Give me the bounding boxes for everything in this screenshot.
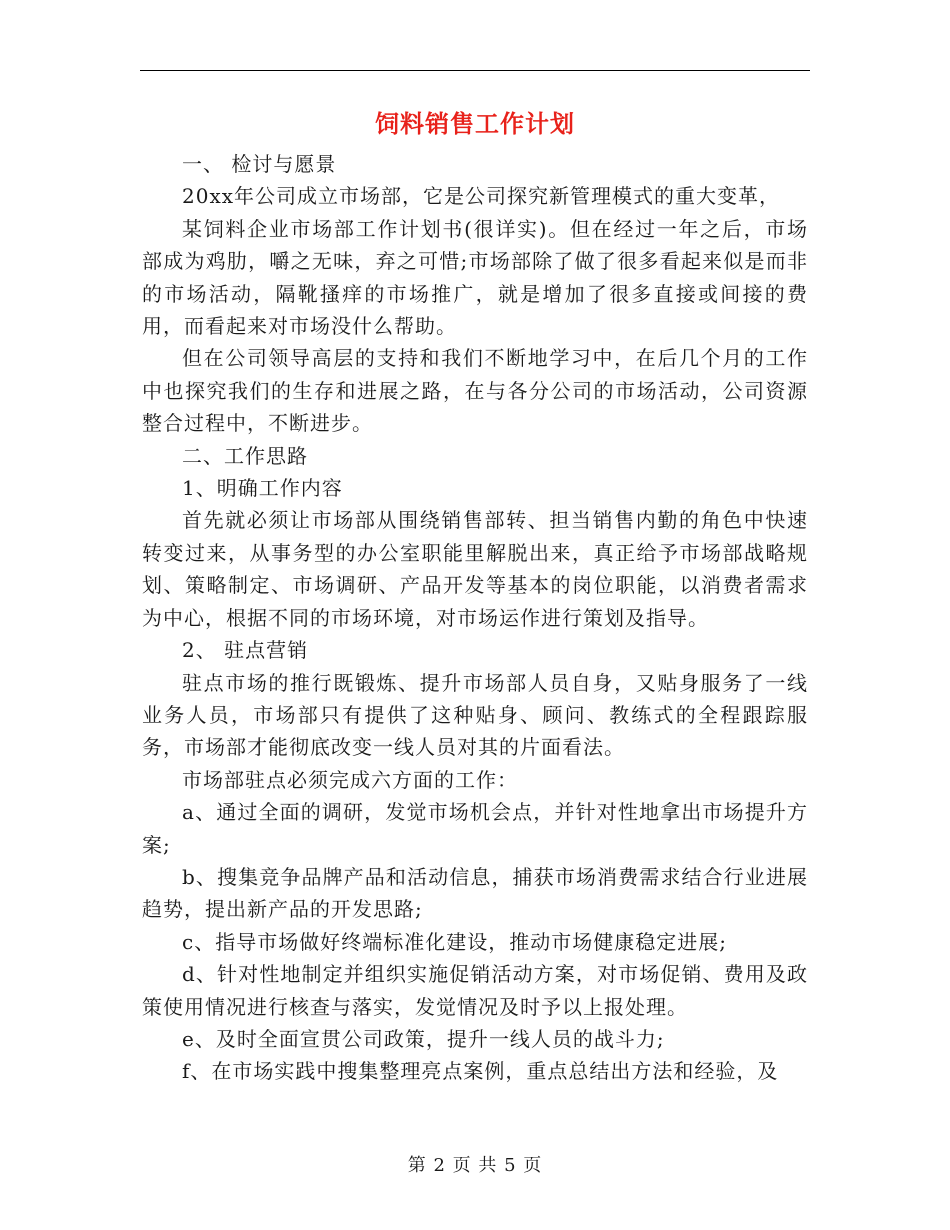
paragraph: 驻点市场的推行既锻炼、提升市场部人员自身，又贴身服务了一线业务人员，市场部只有提供了这种贴身、顾问、教练式的全程跟踪服务，市场部才能彻底改变一线人员对其的片面看法。 — [142, 670, 808, 760]
list-item-a: a、通过全面的调研，发觉市场机会点，并针对性地拿出市场提升方案; — [142, 800, 808, 857]
section-heading-work-ideas: 二、工作思路 — [182, 443, 308, 468]
paragraph: 某饲料企业市场部工作计划书(很详实)。但在经过一年之后，市场部成为鸡肋，嚼之无味，弃之可惜;市场部除了做了很多看起来似是而非的市场活动，隔靴搔痒的市场推广，就是增加了很多直接或间接的费用，而看起来对市场没什么帮助。 — [142, 216, 808, 339]
subheading-clarify-work: 1、明确工作内容 — [182, 476, 343, 501]
list-item-d: d、针对性地制定并组织实施促销活动方案，对市场促销、费用及政策使用情况进行核查与落实，发觉情况及时予以上报处理。 — [142, 962, 808, 1019]
document-body — [142, 148, 808, 1088]
list-item-e: e、及时全面宣贯公司政策，提升一线人员的战斗力; — [182, 1026, 665, 1051]
document-title: 饲料销售工作计划 — [375, 110, 575, 138]
subheading-station-marketing: 2、 驻点营销 — [182, 638, 309, 663]
page-number: 第 2 页 共 5 页 — [407, 1155, 543, 1176]
list-item-c: c、指导市场做好终端标准化建设，推动市场健康稳定进展; — [182, 929, 727, 954]
paragraph: 首先就必须让市场部从围绕销售部转、担当销售内勤的角色中快速转变过来，从事务型的办公室职能里解脱出来，真正给予市场部战略规划、策略制定、市场调研、产品开发等基本的岗位职能，以消费者需求为中心，根据不同的市场环境，对市场运作进行策划及指导。 — [142, 508, 808, 630]
list-item-f: f、在市场实践中搜集整理亮点案例，重点总结出方法和经验，及 — [182, 1059, 779, 1084]
paragraph: 但在公司领导高层的支持和我们不断地学习中，在后几个月的工作中也探究我们的生存和进展之路，在与各分公司的市场活动，公司资源整合过程中，不断进步。 — [142, 346, 808, 436]
section-heading-review: 一、 检讨与愿景 — [182, 152, 337, 176]
paragraph: 市场部驻点必须完成六方面的工作： — [182, 767, 518, 792]
header-rule — [140, 70, 810, 71]
list-item-b: b、搜集竞争品牌产品和活动信息，捕获市场消费需求结合行业进展趋势，提出新产品的开发思路; — [142, 864, 808, 922]
paragraph: 20xx年公司成立市场部，它是公司探究新管理模式的重大变革， — [182, 184, 781, 209]
